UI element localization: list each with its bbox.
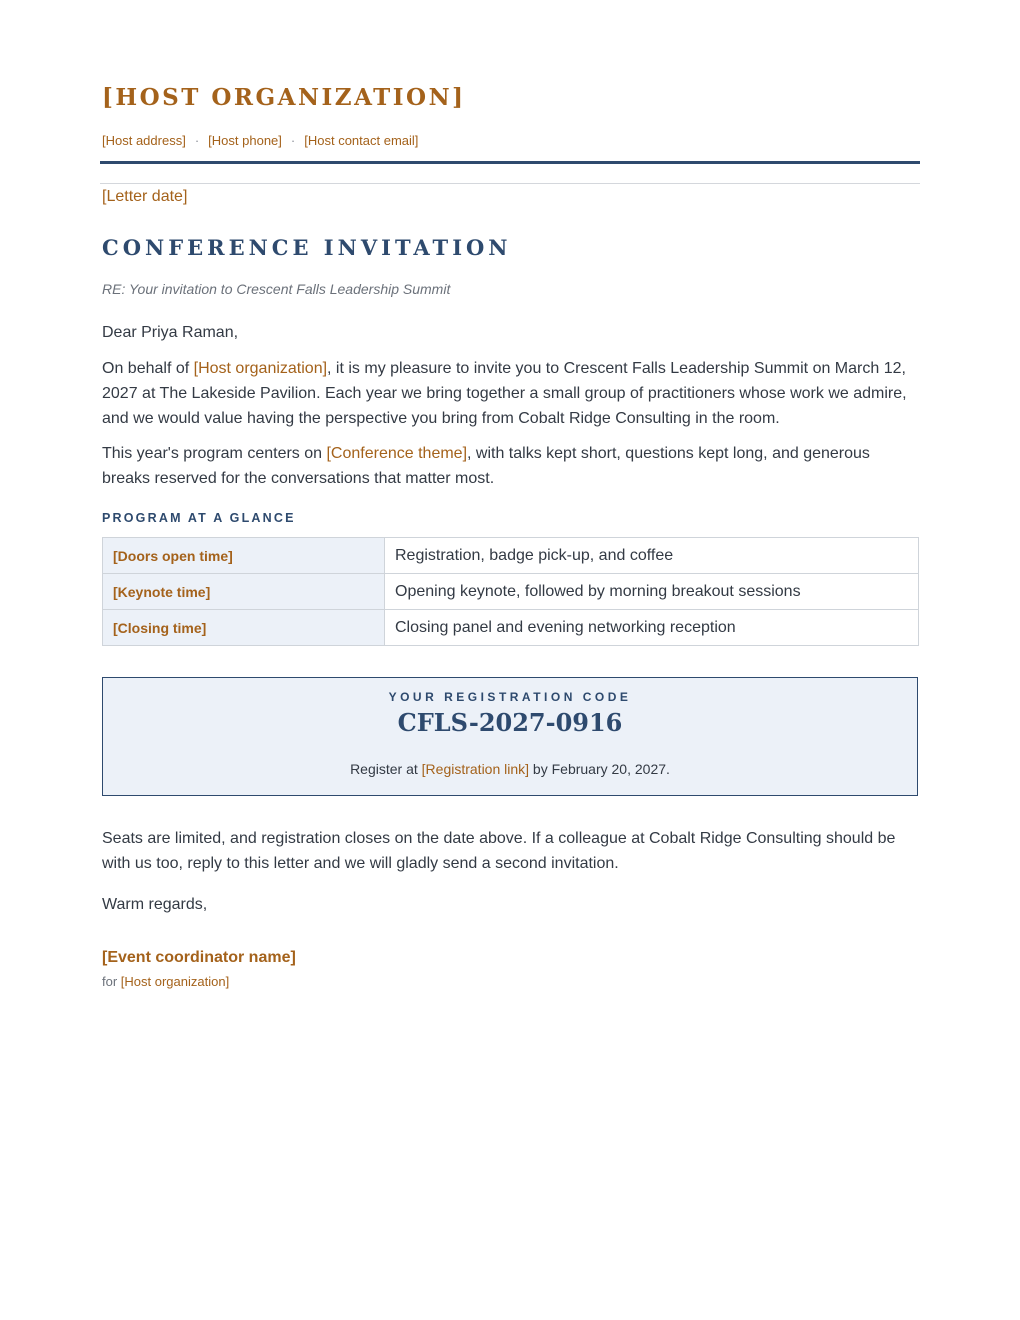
letter-title: CONFERENCE INVITATION — [102, 235, 512, 260]
program-time: [Keynote time] — [103, 574, 385, 610]
contact-separator: · — [194, 133, 200, 148]
signature-name: [Event coordinator name] — [102, 949, 296, 966]
intro-paragraph — [102, 356, 920, 431]
salutation: Dear Priya Raman, — [102, 324, 239, 341]
program-time: [Closing time] — [103, 610, 385, 646]
host-email: [Host contact email] — [304, 133, 419, 148]
host-address: [Host address] — [102, 133, 186, 148]
closing-line: Warm regards, — [102, 896, 208, 913]
signature-org-line — [102, 974, 229, 989]
program-time: [Doors open time] — [103, 538, 385, 574]
registration-code: CFLS-2027-0916 — [397, 708, 623, 737]
table-row — [103, 574, 919, 610]
table-row — [103, 610, 919, 646]
program-activity: Opening keynote, followed by morning breakout sessions — [385, 574, 919, 610]
registration-instructions — [103, 761, 917, 777]
program-text-start: This year's program centers on — [102, 445, 327, 462]
host-organization-placeholder: [Host organization] — [193, 360, 328, 377]
intro-text-start: On behalf of — [102, 360, 194, 377]
program-heading: PROGRAM AT A GLANCE — [102, 511, 296, 525]
registration-label: YOUR REGISTRATION CODE — [388, 690, 632, 704]
program-table — [102, 537, 919, 646]
program-activity: Closing panel and evening networking reception — [385, 610, 919, 646]
signature-for-label: for — [102, 974, 121, 989]
registration-deadline: by February 20, 2027. — [529, 761, 670, 777]
signature-organization: [Host organization] — [120, 974, 230, 989]
letter-date: [Letter date] — [102, 188, 188, 205]
re-line: RE: Your invitation to Crescent Falls Leadership Summit — [102, 281, 451, 297]
registration-link[interactable]: [Registration link] — [421, 761, 530, 777]
registration-box — [102, 677, 918, 796]
program-paragraph — [102, 441, 920, 491]
host-contact-line — [102, 133, 418, 148]
contact-separator: · — [290, 133, 296, 148]
host-phone: [Host phone] — [208, 133, 282, 148]
program-text-end: , with talks kept short, questions kept long, and generous breaks reserved for the conversations that matter most. — [102, 445, 870, 487]
program-activity: Registration, badge pick-up, and coffee — [385, 538, 919, 574]
intro-text-end: , it is my pleasure to invite you to Crescent Falls Leadership Summit on March 12, 2027 at The Lakeside Pavilion. Each year we bring together a small group of practitioners whose work we admire, and we would value having the perspective you bring from Cobalt Ridge Consulting in the room. — [102, 360, 907, 427]
date-rule — [100, 183, 920, 184]
host-organization-name: [HOST ORGANIZATION] — [102, 84, 466, 111]
closing-paragraph: Seats are limited, and registration closes on the date above. If a colleague at Cobalt Ridge Consulting should be with us too, reply to this letter and we will gladly send a second invitation. — [102, 830, 896, 872]
header-rule — [100, 161, 920, 164]
conference-theme-placeholder: [Conference theme] — [326, 445, 468, 462]
table-row — [103, 538, 919, 574]
registration-text-start: Register at — [350, 761, 422, 777]
